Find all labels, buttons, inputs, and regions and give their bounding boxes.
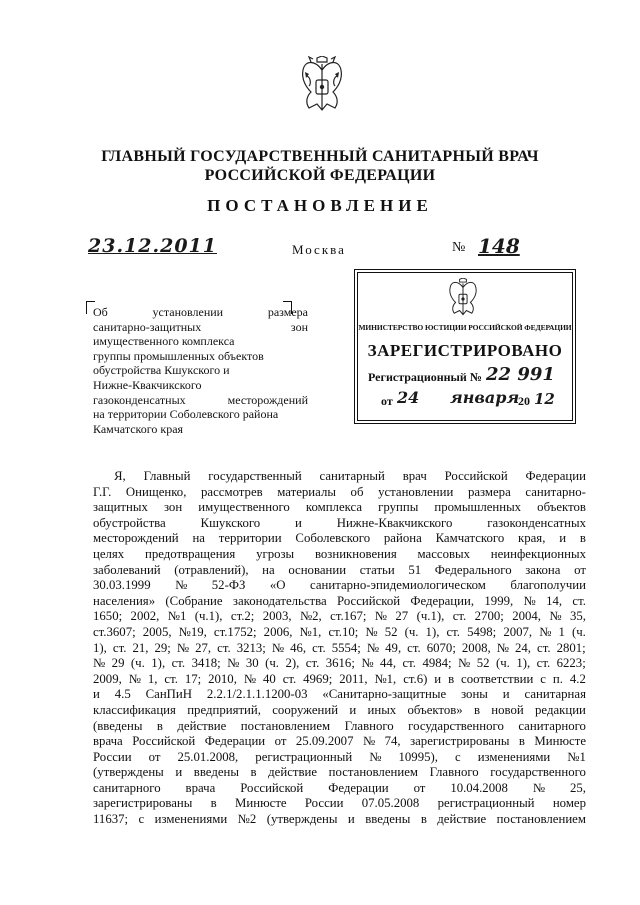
body-line: 2009, № 1, ст. 17; 2010, № 40 ст. 4969; 2011, №1, ст.6) и в соответствии с п. 4.2 bbox=[93, 671, 586, 686]
subject-word: санитарно-защитных bbox=[93, 319, 202, 334]
subject-word: газоконденсатных bbox=[93, 392, 186, 407]
subject-word: установлении bbox=[152, 305, 224, 319]
body-line: (утверждены и введены в действие постановлением Главного государственного bbox=[93, 765, 586, 780]
handwritten-date: 23.12.2011 bbox=[88, 235, 217, 257]
body-line: ст.3607; 2005, №19, ст.1752; 2006, №1, ст.10; № 52 (ч. 1), ст. 5498; 2007, № 1 (ч. bbox=[93, 624, 586, 639]
body-line: месторождений на территории Соболевского района Камчатского края, и в bbox=[93, 531, 586, 546]
subject-line bbox=[93, 378, 308, 393]
body-line: (введены в действие постановлением Главного государственного санитарного bbox=[93, 718, 586, 733]
registration-stamp bbox=[357, 272, 573, 421]
subject-word: зон bbox=[290, 319, 308, 334]
body-line: зарегистрированы в Минюсте России 07.05.2008 регистрационный номер bbox=[93, 796, 586, 811]
subject-line bbox=[93, 334, 308, 349]
document-type: ПОСТАНОВЛЕНИЕ bbox=[207, 196, 433, 215]
double-headed-eagle-emblem-icon bbox=[297, 56, 347, 118]
body-line: 1650; 2002, №1 (ч.1), ст.2; 2003, №2, ст.167; № 27 (ч.1), ст. 2700; 2004, № 35, bbox=[93, 609, 586, 624]
stamp-handwritten-day: 24 bbox=[397, 388, 420, 407]
stamp-eagle-emblem-icon bbox=[444, 278, 482, 320]
stamp-handwritten-month: января bbox=[450, 388, 520, 407]
subject-line bbox=[93, 407, 308, 422]
subject-word: группы промышленных объектов bbox=[93, 348, 264, 363]
body-line: 11637; с изменениями №2 (утверждены и введены в действие постановлением bbox=[93, 812, 586, 827]
subject-word: размера bbox=[267, 305, 308, 319]
subject-word: обустройства Кшукского и bbox=[93, 363, 230, 378]
subject-line bbox=[93, 393, 308, 408]
body-line: защитных зон имущественного комплекса группы промышленных объектов bbox=[93, 500, 586, 515]
body-line: заболеваний (отравлений), на основании статьи 51 Федерального закона от bbox=[93, 562, 586, 577]
body-line: врача Российской Федерации от 25.09.2007 № 74, зарегистрированы в Минюсте bbox=[93, 734, 586, 749]
subject-line bbox=[93, 320, 308, 335]
city-label: Москва bbox=[292, 242, 346, 257]
body-line: Г.Г. Онищенко, рассмотрев материалы об установлении размера санитарно- bbox=[93, 484, 586, 499]
body-line: и 4.5 СанПиН 2.2.1/2.1.1.1200-03 «Санитарно-защитные зоны и санитарная bbox=[93, 687, 586, 702]
stamp-reg-number-label: Регистрационный № bbox=[368, 370, 482, 384]
subject-block bbox=[93, 305, 308, 436]
body-line: 30.03.1999 № 52-ФЗ «О санитарно-эпидемиологическом благополучии bbox=[93, 578, 586, 593]
subject-line bbox=[93, 422, 308, 437]
stamp-year-prefix: 20 bbox=[518, 394, 530, 408]
number-sign: № bbox=[452, 240, 466, 255]
subject-line bbox=[93, 363, 308, 378]
body-line: целях предотвращения угрозы возникновения массовых неинфекционных bbox=[93, 546, 586, 561]
body-line: России от 25.01.2008, регистрационный № 10995), с изменениями №1 bbox=[93, 749, 586, 764]
body-line: Я, Главный государственный санитарный врач Российской Федерации bbox=[114, 469, 586, 483]
handwritten-number: 148 bbox=[478, 234, 520, 258]
subject-line bbox=[93, 349, 308, 364]
body-line: обустройства Кшукского и Нижне-Квакчикского газоконденсатных bbox=[93, 515, 586, 530]
stamp-registered-label: ЗАРЕГИСТРИРОВАНО bbox=[367, 341, 563, 360]
body-line: 1), ст. 21, 29; № 27, ст. 3213; № 46, ст. 5554; № 49, ст. 6070; 2008, № 24, ст. 2801; bbox=[93, 640, 586, 655]
stamp-handwritten-year: 12 bbox=[534, 390, 555, 408]
subject-line bbox=[93, 305, 308, 320]
header-title-line1: ГЛАВНЫЙ ГОСУДАРСТВЕННЫЙ САНИТАРНЫЙ ВРАЧ bbox=[101, 148, 539, 165]
body-line: населения» (Собрание законодательства Российской Федерации, 1999, № 14, ст. bbox=[93, 593, 586, 608]
header-title-line2: РОССИЙСКОЙ ФЕДЕРАЦИИ bbox=[204, 167, 436, 184]
stamp-ministry-name: МИНИСТЕРСТВО ЮСТИЦИИ РОССИЙСКОЙ ФЕДЕРАЦИИ bbox=[358, 323, 572, 332]
body-line: санитарного врача Российской Федерации от 10.04.2008 № 25, bbox=[93, 780, 586, 795]
body-paragraph bbox=[93, 469, 586, 828]
subject-word: Камчатского края bbox=[93, 421, 184, 436]
stamp-from-label: от bbox=[381, 394, 393, 408]
body-line: № 29 (ч. 1), ст. 3418; № 30 (ч. 2), ст. 3616; № 44, ст. 4984; № 52 (ч. 1), ст. 6223; bbox=[93, 656, 586, 671]
subject-word: Нижне-Квакчикского bbox=[93, 377, 202, 392]
subject-word: имущественного комплекса bbox=[93, 334, 235, 349]
body-line: классификация предприятий, сооружений и иных объектов» в новой редакции bbox=[93, 702, 586, 717]
stamp-handwritten-reg-number: 22 991 bbox=[486, 364, 555, 385]
subject-word: Об bbox=[93, 305, 108, 319]
subject-word: на территории Соболевского района bbox=[93, 407, 279, 422]
subject-word: месторождений bbox=[227, 392, 308, 407]
